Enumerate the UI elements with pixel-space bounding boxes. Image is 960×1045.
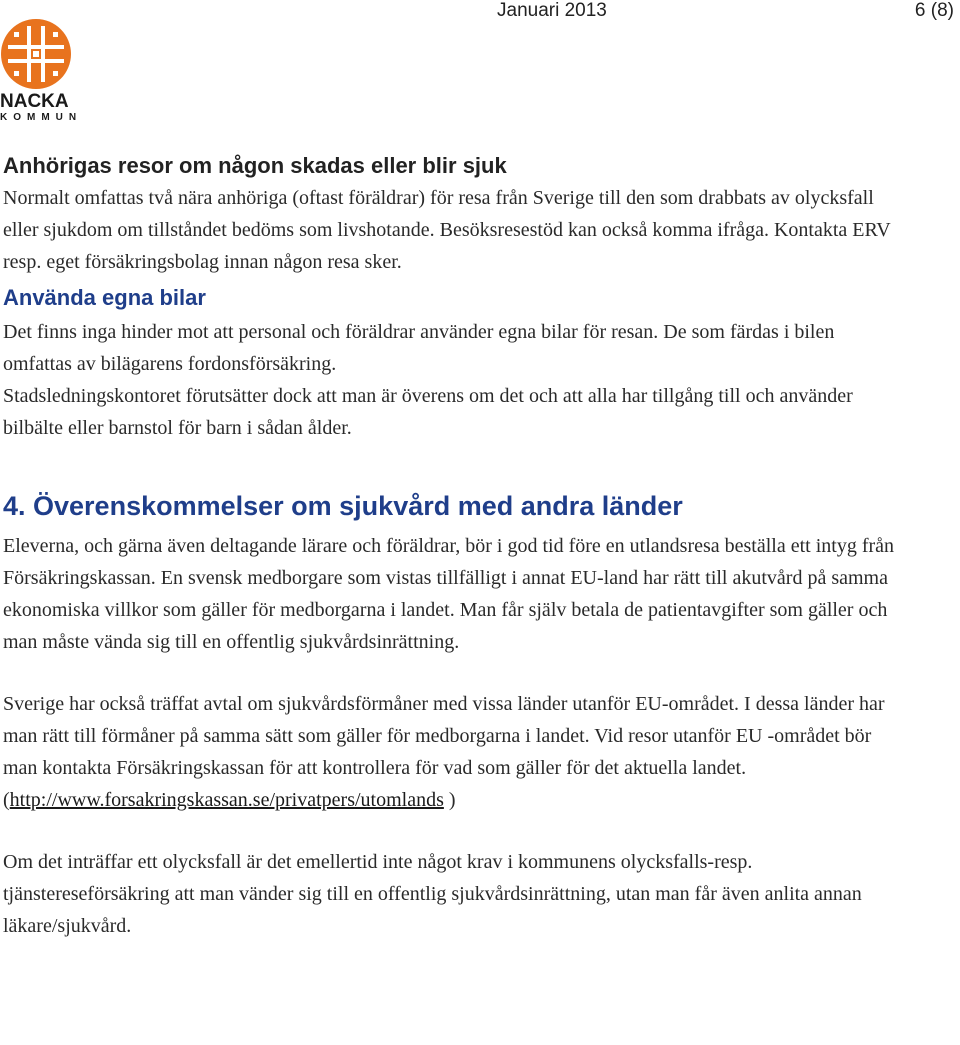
paragraph-s4-1: Eleverna, och gärna även deltagande lärare och föräldrar, bör i god tid före en utlandsresa beställa ett intyg från Försäkringskassan. En svensk medborgare som vistas tillfälligt i annat EU-land har rätt till akutvård på samma ekonomiska villkor som gäller för medborgarna i landet. Man får själv betala de patientavgifter som gäller och man måste vända sig till en offentlig sjukvårdsinrättning. — [3, 535, 895, 653]
paragraph-relatives: Normalt omfattas två nära anhöriga (oftast föräldrar) för resa från Sverige till den som drabbats av olycksfall eller sjukdom om tillståndet bedöms som livshotande. Besöksresestöd kan också komma ifråga. Kontakta ERV resp. eget försäkringsbolag innan någon resa sker. — [3, 187, 891, 273]
link-close-paren: ) — [443, 789, 456, 811]
heading-section-4: 4. Överenskommelser om sjukvård med andra länder — [3, 491, 683, 521]
paragraph-cars-1: Det finns inga hinder mot att personal och föräldrar använder egna bilar för resan. De som färdas i bilen omfattas av bilägarens fordonsförsäkring. — [3, 321, 835, 375]
paragraph-s4-3: Om det inträffar ett olycksfall är det emellertid inte något krav i kommunens olycksfalls-resp. tjänstereseförsäkring att man vänder sig till en offentlig sjukvårdsinrättning, utan man får även anlita annan läkare/sjukvård. — [3, 851, 862, 937]
header-date: Januari 2013 — [497, 0, 607, 21]
document-body — [3, 150, 903, 942]
page-number: 6 (8) — [914, 0, 954, 21]
link-open-paren: ( — [3, 789, 10, 811]
nacka-emblem-icon — [0, 18, 72, 90]
logo-name: NACKA — [0, 91, 69, 112]
paragraph-s4-2: Sverige har också träffat avtal om sjukvårdsförmåner med vissa länder utanför EU-området. I dessa länder har man rätt till förmåner på samma sätt som gäller för medborgarna i landet. Vid resor utanför EU -området bör man kontakta Försäkringskassan för att kontrollera för vad som gäller för det aktuella landet. — [3, 693, 885, 779]
link-line — [3, 784, 903, 816]
paragraph-cars-2: Stadsledningskontoret förutsätter dock att man är överens om det och att alla har tillgång till och använder bilbälte eller barnstol för barn i sådan ålder. — [3, 385, 853, 439]
heading-cars: Använda egna bilar — [3, 285, 206, 310]
forsakringskassan-link[interactable]: http://www.forsakringskassan.se/privatpers/utomlands — [9, 789, 444, 811]
nacka-logo — [0, 18, 83, 124]
heading-relatives: Anhörigas resor om någon skadas eller blir sjuk — [3, 153, 507, 178]
logo-subtitle: KOMMUN — [0, 112, 83, 123]
